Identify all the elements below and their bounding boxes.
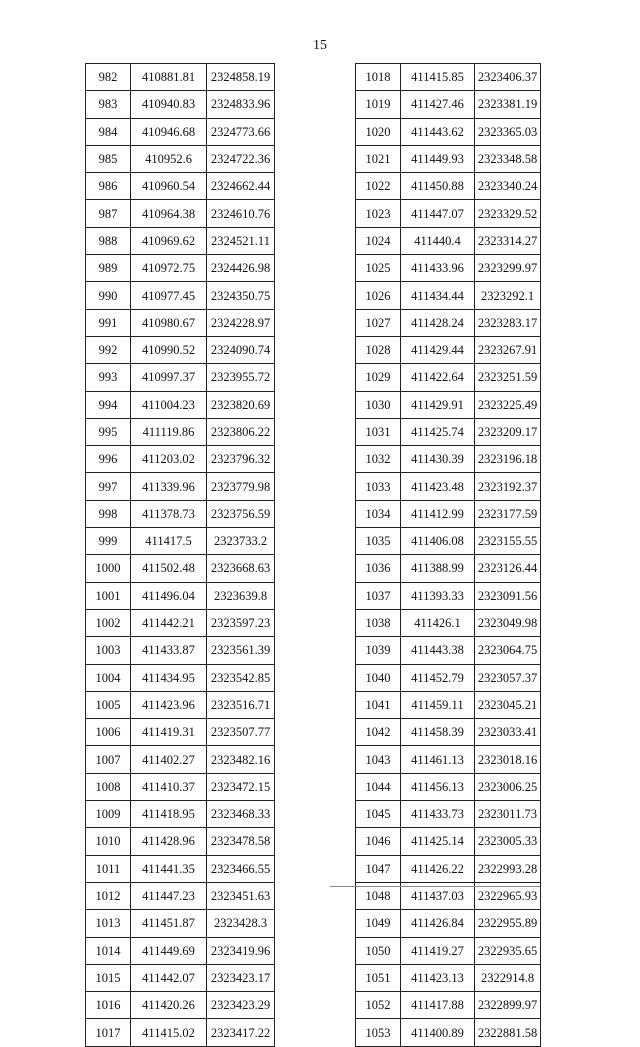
point-number-cell: 997	[86, 473, 131, 500]
table-row	[86, 910, 275, 937]
table-row	[356, 637, 541, 664]
table-row	[356, 555, 541, 582]
table-row	[86, 582, 275, 609]
point-number-cell: 992	[86, 336, 131, 363]
table-row	[86, 828, 275, 855]
point-number-cell: 1002	[86, 609, 131, 636]
x-coordinate-cell: 411447.07	[401, 200, 475, 227]
x-coordinate-cell: 411433.73	[401, 801, 475, 828]
table-row	[356, 937, 541, 964]
table-row	[86, 473, 275, 500]
y-coordinate-cell: 2324662.44	[207, 173, 275, 200]
y-coordinate-cell: 2323006.25	[475, 773, 541, 800]
y-coordinate-cell: 2323192.37	[475, 473, 541, 500]
table-row	[356, 336, 541, 363]
point-number-cell: 1006	[86, 719, 131, 746]
table-row	[86, 664, 275, 691]
page-number: 15	[313, 38, 327, 53]
y-coordinate-cell: 2324610.76	[207, 200, 275, 227]
point-number-cell: 989	[86, 255, 131, 282]
point-number-cell: 1053	[356, 1019, 401, 1046]
y-coordinate-cell: 2323049.98	[475, 609, 541, 636]
point-number-cell: 1025	[356, 255, 401, 282]
coordinate-table-right	[355, 63, 541, 1047]
table-row	[86, 227, 275, 254]
table-row	[356, 582, 541, 609]
table-row	[86, 882, 275, 909]
x-coordinate-cell: 410980.67	[131, 309, 207, 336]
table-row	[356, 855, 541, 882]
y-coordinate-cell: 2323251.59	[475, 364, 541, 391]
point-number-cell: 1035	[356, 528, 401, 555]
table-row	[356, 528, 541, 555]
point-number-cell: 1026	[356, 282, 401, 309]
point-number-cell: 999	[86, 528, 131, 555]
point-number-cell: 1003	[86, 637, 131, 664]
y-coordinate-cell: 2323365.03	[475, 118, 541, 145]
point-number-cell: 1004	[86, 664, 131, 691]
x-coordinate-cell: 411434.95	[131, 664, 207, 691]
x-coordinate-cell: 411458.39	[401, 719, 475, 746]
y-coordinate-cell: 2323806.22	[207, 418, 275, 445]
table-row	[356, 309, 541, 336]
y-coordinate-cell: 2323064.75	[475, 637, 541, 664]
table-row	[356, 173, 541, 200]
point-number-cell: 1000	[86, 555, 131, 582]
point-number-cell: 1017	[86, 1019, 131, 1046]
x-coordinate-cell: 411447.23	[131, 882, 207, 909]
x-coordinate-cell: 411449.69	[131, 937, 207, 964]
table-row	[86, 309, 275, 336]
point-number-cell: 1037	[356, 582, 401, 609]
x-coordinate-cell: 410990.52	[131, 336, 207, 363]
x-coordinate-cell: 411004.23	[131, 391, 207, 418]
y-coordinate-cell: 2323820.69	[207, 391, 275, 418]
point-number-cell: 1039	[356, 637, 401, 664]
table-row	[356, 255, 541, 282]
x-coordinate-cell: 411412.99	[401, 500, 475, 527]
y-coordinate-cell: 2323057.37	[475, 664, 541, 691]
x-coordinate-cell: 411119.86	[131, 418, 207, 445]
table-row	[86, 609, 275, 636]
table-row	[86, 91, 275, 118]
point-number-cell: 1040	[356, 664, 401, 691]
y-coordinate-cell: 2323196.18	[475, 446, 541, 473]
table-row	[86, 855, 275, 882]
x-coordinate-cell: 411339.96	[131, 473, 207, 500]
x-coordinate-cell: 411423.13	[401, 964, 475, 991]
table-row	[86, 719, 275, 746]
y-coordinate-cell: 2324773.66	[207, 118, 275, 145]
x-coordinate-cell: 411441.35	[131, 855, 207, 882]
point-number-cell: 1029	[356, 364, 401, 391]
y-coordinate-cell: 2323283.17	[475, 309, 541, 336]
y-coordinate-cell: 2324858.19	[207, 64, 275, 91]
table-row	[86, 992, 275, 1019]
y-coordinate-cell: 2323451.63	[207, 882, 275, 909]
point-number-cell: 1023	[356, 200, 401, 227]
table-row	[86, 937, 275, 964]
table-row	[356, 118, 541, 145]
point-number-cell: 1048	[356, 882, 401, 909]
y-coordinate-cell: 2322935.65	[475, 937, 541, 964]
x-coordinate-cell: 411456.13	[401, 773, 475, 800]
x-coordinate-cell: 410977.45	[131, 282, 207, 309]
point-number-cell: 1008	[86, 773, 131, 800]
x-coordinate-cell: 411440.4	[401, 227, 475, 254]
x-coordinate-cell: 410972.75	[131, 255, 207, 282]
y-coordinate-cell: 2323516.71	[207, 691, 275, 718]
y-coordinate-cell: 2323955.72	[207, 364, 275, 391]
point-number-cell: 1038	[356, 609, 401, 636]
table-row	[356, 719, 541, 746]
table-row	[356, 910, 541, 937]
x-coordinate-cell: 411426.1	[401, 609, 475, 636]
x-coordinate-cell: 411393.33	[401, 582, 475, 609]
point-number-cell: 1021	[356, 145, 401, 172]
y-coordinate-cell: 2323292.1	[475, 282, 541, 309]
point-number-cell: 1020	[356, 118, 401, 145]
y-coordinate-cell: 2323091.56	[475, 582, 541, 609]
x-coordinate-cell: 411417.5	[131, 528, 207, 555]
point-number-cell: 1051	[356, 964, 401, 991]
y-coordinate-cell: 2323597.23	[207, 609, 275, 636]
table-row	[356, 1019, 541, 1046]
table-row	[86, 282, 275, 309]
table-row	[86, 200, 275, 227]
x-coordinate-cell: 411449.93	[401, 145, 475, 172]
point-number-cell: 1012	[86, 882, 131, 909]
point-number-cell: 998	[86, 500, 131, 527]
point-number-cell: 1028	[356, 336, 401, 363]
y-coordinate-cell: 2323796.32	[207, 446, 275, 473]
point-number-cell: 1011	[86, 855, 131, 882]
point-number-cell: 1044	[356, 773, 401, 800]
y-coordinate-cell: 2323417.22	[207, 1019, 275, 1046]
x-coordinate-cell: 411496.04	[131, 582, 207, 609]
y-coordinate-cell: 2324722.36	[207, 145, 275, 172]
y-coordinate-cell: 2323507.77	[207, 719, 275, 746]
y-coordinate-cell: 2323126.44	[475, 555, 541, 582]
point-number-cell: 1030	[356, 391, 401, 418]
x-coordinate-cell: 411423.48	[401, 473, 475, 500]
y-coordinate-cell: 2323668.63	[207, 555, 275, 582]
table-row	[86, 446, 275, 473]
table-row	[86, 336, 275, 363]
x-coordinate-cell: 411437.03	[401, 882, 475, 909]
y-coordinate-cell: 2323314.27	[475, 227, 541, 254]
x-coordinate-cell: 411388.99	[401, 555, 475, 582]
x-coordinate-cell: 411428.24	[401, 309, 475, 336]
point-number-cell: 1031	[356, 418, 401, 445]
x-coordinate-cell: 411417.88	[401, 992, 475, 1019]
x-coordinate-cell: 411426.84	[401, 910, 475, 937]
x-coordinate-cell: 411451.87	[131, 910, 207, 937]
x-coordinate-cell: 410960.54	[131, 173, 207, 200]
y-coordinate-cell: 2323472.15	[207, 773, 275, 800]
table-row	[86, 746, 275, 773]
table-row	[86, 64, 275, 91]
y-coordinate-cell: 2323011.73	[475, 801, 541, 828]
point-number-cell: 1015	[86, 964, 131, 991]
table-row	[86, 173, 275, 200]
y-coordinate-cell: 2323756.59	[207, 500, 275, 527]
table-row	[86, 145, 275, 172]
x-coordinate-cell: 411433.87	[131, 637, 207, 664]
x-coordinate-cell: 411459.11	[401, 691, 475, 718]
table-row	[356, 446, 541, 473]
point-number-cell: 1050	[356, 937, 401, 964]
point-number-cell: 984	[86, 118, 131, 145]
y-coordinate-cell: 2323561.39	[207, 637, 275, 664]
y-coordinate-cell: 2323419.96	[207, 937, 275, 964]
coordinate-table-left	[85, 63, 275, 1047]
table-row	[356, 609, 541, 636]
x-coordinate-cell: 410946.68	[131, 118, 207, 145]
point-number-cell: 994	[86, 391, 131, 418]
table-row	[356, 391, 541, 418]
x-coordinate-cell: 411433.96	[401, 255, 475, 282]
x-coordinate-cell: 411400.89	[401, 1019, 475, 1046]
y-coordinate-cell: 2323018.16	[475, 746, 541, 773]
y-coordinate-cell: 2324521.11	[207, 227, 275, 254]
point-number-cell: 1042	[356, 719, 401, 746]
y-coordinate-cell: 2323381.19	[475, 91, 541, 118]
point-number-cell: 986	[86, 173, 131, 200]
x-coordinate-cell: 411415.85	[401, 64, 475, 91]
table-row	[86, 555, 275, 582]
table-row	[86, 391, 275, 418]
y-coordinate-cell: 2323045.21	[475, 691, 541, 718]
point-number-cell: 1019	[356, 91, 401, 118]
table-row	[356, 664, 541, 691]
y-coordinate-cell: 2323423.29	[207, 992, 275, 1019]
y-coordinate-cell: 2323428.3	[207, 910, 275, 937]
y-coordinate-cell: 2322881.58	[475, 1019, 541, 1046]
point-number-cell: 1036	[356, 555, 401, 582]
y-coordinate-cell: 2323225.49	[475, 391, 541, 418]
table-row	[86, 364, 275, 391]
point-number-cell: 1032	[356, 446, 401, 473]
table-row	[356, 282, 541, 309]
x-coordinate-cell: 411427.46	[401, 91, 475, 118]
point-number-cell: 988	[86, 227, 131, 254]
x-coordinate-cell: 411418.95	[131, 801, 207, 828]
table-row	[86, 964, 275, 991]
y-coordinate-cell: 2323478.58	[207, 828, 275, 855]
point-number-cell: 1001	[86, 582, 131, 609]
y-coordinate-cell: 2323155.55	[475, 528, 541, 555]
point-number-cell: 987	[86, 200, 131, 227]
y-coordinate-cell: 2323779.98	[207, 473, 275, 500]
y-coordinate-cell: 2323348.58	[475, 145, 541, 172]
point-number-cell: 1045	[356, 801, 401, 828]
point-number-cell: 1007	[86, 746, 131, 773]
point-number-cell: 1016	[86, 992, 131, 1019]
x-coordinate-cell: 411429.91	[401, 391, 475, 418]
table-row	[86, 528, 275, 555]
point-number-cell: 995	[86, 418, 131, 445]
x-coordinate-cell: 411402.27	[131, 746, 207, 773]
x-coordinate-cell: 411426.22	[401, 855, 475, 882]
point-number-cell: 1046	[356, 828, 401, 855]
table-row	[86, 801, 275, 828]
x-coordinate-cell: 410969.62	[131, 227, 207, 254]
table-row	[356, 145, 541, 172]
x-coordinate-cell: 411419.27	[401, 937, 475, 964]
y-coordinate-cell: 2323406.37	[475, 64, 541, 91]
point-number-cell: 983	[86, 91, 131, 118]
y-coordinate-cell: 2323639.8	[207, 582, 275, 609]
point-number-cell: 1049	[356, 910, 401, 937]
x-coordinate-cell: 411425.74	[401, 418, 475, 445]
y-coordinate-cell: 2322965.93	[475, 882, 541, 909]
point-number-cell: 1010	[86, 828, 131, 855]
x-coordinate-cell: 410997.37	[131, 364, 207, 391]
x-coordinate-cell: 411422.64	[401, 364, 475, 391]
table-row	[86, 255, 275, 282]
y-coordinate-cell: 2323423.17	[207, 964, 275, 991]
table-row	[356, 828, 541, 855]
table-row	[86, 637, 275, 664]
footer-divider	[330, 886, 540, 887]
y-coordinate-cell: 2323733.2	[207, 528, 275, 555]
point-number-cell: 1034	[356, 500, 401, 527]
x-coordinate-cell: 411415.02	[131, 1019, 207, 1046]
point-number-cell: 1052	[356, 992, 401, 1019]
y-coordinate-cell: 2324090.74	[207, 336, 275, 363]
y-coordinate-cell: 2324833.96	[207, 91, 275, 118]
y-coordinate-cell: 2323033.41	[475, 719, 541, 746]
y-coordinate-cell: 2323340.24	[475, 173, 541, 200]
x-coordinate-cell: 410940.83	[131, 91, 207, 118]
y-coordinate-cell: 2322955.89	[475, 910, 541, 937]
point-number-cell: 996	[86, 446, 131, 473]
x-coordinate-cell: 411420.26	[131, 992, 207, 1019]
x-coordinate-cell: 411442.07	[131, 964, 207, 991]
y-coordinate-cell: 2323005.33	[475, 828, 541, 855]
x-coordinate-cell: 411502.48	[131, 555, 207, 582]
x-coordinate-cell: 411429.44	[401, 336, 475, 363]
table-row	[356, 746, 541, 773]
y-coordinate-cell: 2323482.16	[207, 746, 275, 773]
point-number-cell: 993	[86, 364, 131, 391]
y-coordinate-cell: 2323466.55	[207, 855, 275, 882]
x-coordinate-cell: 411378.73	[131, 500, 207, 527]
y-coordinate-cell: 2322899.97	[475, 992, 541, 1019]
x-coordinate-cell: 411410.37	[131, 773, 207, 800]
point-number-cell: 1005	[86, 691, 131, 718]
table-row	[86, 500, 275, 527]
x-coordinate-cell: 411425.14	[401, 828, 475, 855]
x-coordinate-cell: 411452.79	[401, 664, 475, 691]
y-coordinate-cell: 2324426.98	[207, 255, 275, 282]
point-number-cell: 1043	[356, 746, 401, 773]
table-row	[356, 500, 541, 527]
y-coordinate-cell: 2324350.75	[207, 282, 275, 309]
point-number-cell: 990	[86, 282, 131, 309]
x-coordinate-cell: 410881.81	[131, 64, 207, 91]
x-coordinate-cell: 411450.88	[401, 173, 475, 200]
table-row	[356, 773, 541, 800]
x-coordinate-cell: 411203.02	[131, 446, 207, 473]
x-coordinate-cell: 411434.44	[401, 282, 475, 309]
x-coordinate-cell: 411423.96	[131, 691, 207, 718]
table-row	[86, 418, 275, 445]
x-coordinate-cell: 411428.96	[131, 828, 207, 855]
table-row	[86, 1019, 275, 1046]
point-number-cell: 1018	[356, 64, 401, 91]
y-coordinate-cell: 2323329.52	[475, 200, 541, 227]
y-coordinate-cell: 2322993.28	[475, 855, 541, 882]
table-row	[356, 473, 541, 500]
table-row	[86, 118, 275, 145]
point-number-cell: 1041	[356, 691, 401, 718]
x-coordinate-cell: 411430.39	[401, 446, 475, 473]
table-row	[356, 91, 541, 118]
x-coordinate-cell: 411406.08	[401, 528, 475, 555]
point-number-cell: 1024	[356, 227, 401, 254]
table-row	[356, 691, 541, 718]
table-row	[356, 64, 541, 91]
x-coordinate-cell: 411461.13	[401, 746, 475, 773]
table-row	[356, 227, 541, 254]
y-coordinate-cell: 2323299.97	[475, 255, 541, 282]
y-coordinate-cell: 2323177.59	[475, 500, 541, 527]
point-number-cell: 1022	[356, 173, 401, 200]
point-number-cell: 991	[86, 309, 131, 336]
point-number-cell: 1047	[356, 855, 401, 882]
table-row	[356, 364, 541, 391]
table-row	[356, 200, 541, 227]
x-coordinate-cell: 411443.38	[401, 637, 475, 664]
y-coordinate-cell: 2323209.17	[475, 418, 541, 445]
y-coordinate-cell: 2322914.8	[475, 964, 541, 991]
point-number-cell: 1033	[356, 473, 401, 500]
table-row	[356, 992, 541, 1019]
x-coordinate-cell: 410964.38	[131, 200, 207, 227]
y-coordinate-cell: 2323267.91	[475, 336, 541, 363]
point-number-cell: 1009	[86, 801, 131, 828]
y-coordinate-cell: 2323468.33	[207, 801, 275, 828]
y-coordinate-cell: 2323542.85	[207, 664, 275, 691]
x-coordinate-cell: 411419.31	[131, 719, 207, 746]
table-row	[86, 773, 275, 800]
table-row	[356, 964, 541, 991]
point-number-cell: 985	[86, 145, 131, 172]
point-number-cell: 1014	[86, 937, 131, 964]
x-coordinate-cell: 410952.6	[131, 145, 207, 172]
point-number-cell: 1027	[356, 309, 401, 336]
table-row	[356, 801, 541, 828]
y-coordinate-cell: 2324228.97	[207, 309, 275, 336]
point-number-cell: 1013	[86, 910, 131, 937]
table-row	[356, 418, 541, 445]
table-row	[86, 691, 275, 718]
x-coordinate-cell: 411442.21	[131, 609, 207, 636]
point-number-cell: 982	[86, 64, 131, 91]
x-coordinate-cell: 411443.62	[401, 118, 475, 145]
